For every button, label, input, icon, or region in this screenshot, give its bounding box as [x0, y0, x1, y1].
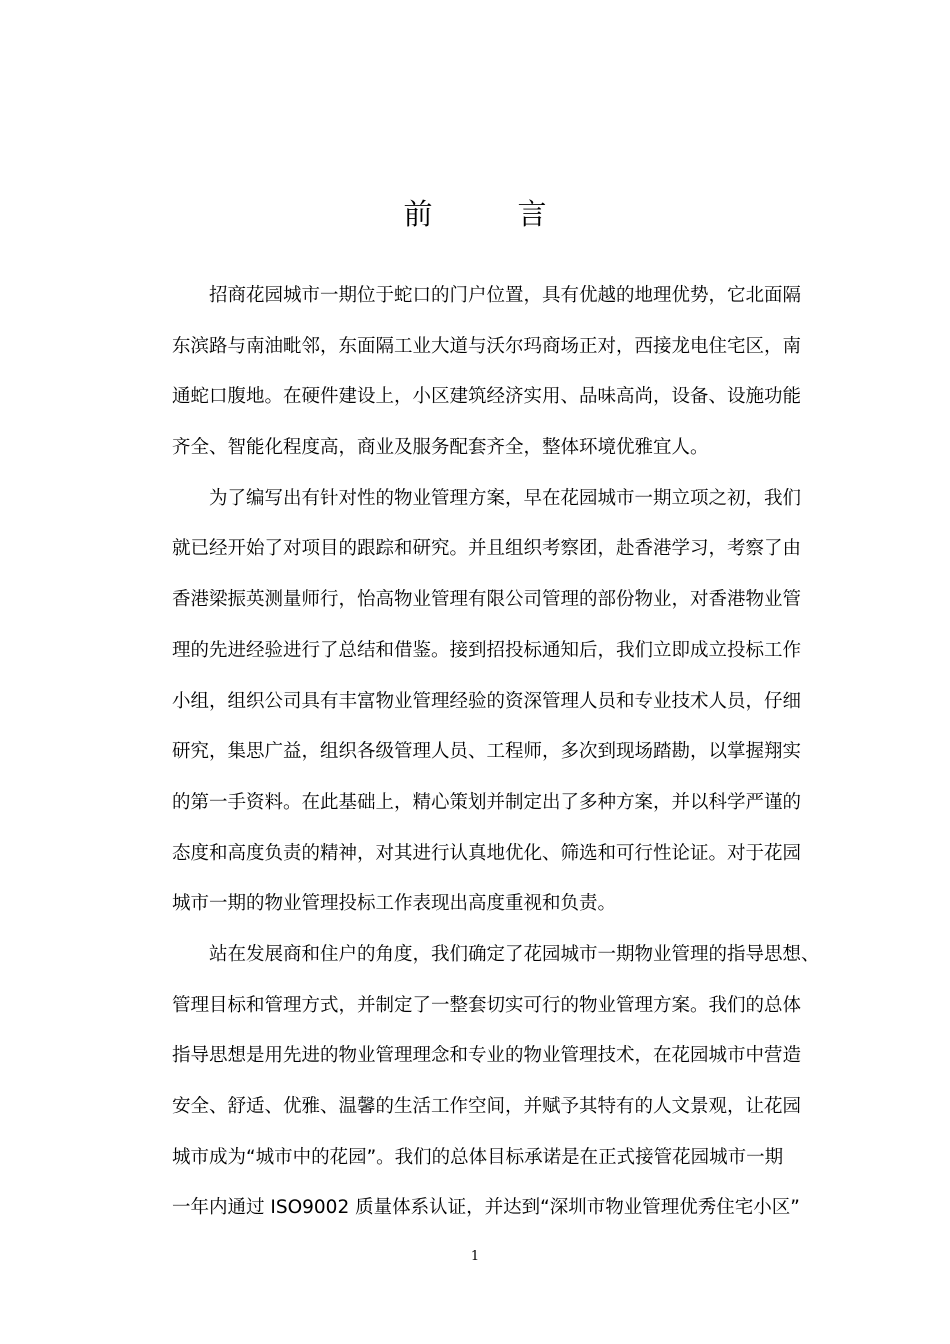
paragraph-line: 一年内通过 ISO9002 质量体系认证，并达到“深圳市物业管理优秀住宅小区”	[172, 1197, 800, 1219]
paragraph-line: 招商花园城市一期位于蛇口的门户位置，具有优越的地理优势，它北面隔	[209, 285, 802, 306]
paragraph-line: 的第一手资料。在此基础上，精心策划并制定出了多种方案，并以科学严谨的	[172, 791, 802, 813]
paragraph-line: 为了编写出有针对性的物业管理方案，早在花园城市一期立项之初，我们	[209, 487, 802, 509]
paragraph-line: 管理目标和管理方式，并制定了一整套切实可行的物业管理方案。我们的总体	[172, 994, 802, 1016]
paragraph-line: 东滨路与南油毗邻，东面隔工业大道与沃尔玛商场正对，西接龙电住宅区，南	[172, 335, 802, 357]
paragraph-line: 研究，集思广益，组织各级管理人员、工程师，多次到现场踏勘，以掌握翔实	[172, 741, 802, 763]
paragraph-line: 小组，组织公司具有丰富物业管理经验的资深管理人员和专业技术人员，仔细	[172, 690, 802, 712]
paragraph-line: 态度和高度负责的精神，对其进行认真地优化、筛选和可行性论证。对于花园	[172, 842, 802, 864]
paragraph-line: 就已经开始了对项目的跟踪和研究。并且组织考察团，赴香港学习，考察了由	[172, 538, 802, 560]
paragraph-line: 齐全、智能化程度高，商业及服务配套齐全，整体环境优雅宜人。	[172, 437, 709, 459]
paragraph-line: 理的先进经验进行了总结和借鉴。接到招投标通知后，我们立即成立投标工作	[172, 639, 802, 661]
paragraph-line: 城市成为“城市中的花园”。我们的总体目标承诺是在正式接管花园城市一期	[172, 1146, 784, 1168]
paragraph-line: 安全、舒适、优雅、温馨的生活工作空间，并赋予其特有的人文景观，让花园	[172, 1096, 802, 1117]
page-title: 前 言	[403, 197, 575, 231]
paragraph-line: 香港梁振英测量师行，怡高物业管理有限公司管理的部份物业，对香港物业管	[172, 589, 802, 611]
page-number: 1	[470, 1249, 480, 1264]
body-text	[172, 271, 842, 1234]
paragraph-line: 城市一期的物业管理投标工作表现出高度重视和负责。	[172, 893, 617, 915]
paragraph-line: 站在发展商和住户的角度，我们确定了花园城市一期物业管理的指导思想、	[209, 943, 820, 965]
paragraph-line: 指导思想是用先进的物业管理理念和专业的物业管理技术，在花园城市中营造	[172, 1045, 802, 1067]
paragraph-line: 通蛇口腹地。在硬件建设上，小区建筑经济实用、品味高尚，设备、设施功能	[172, 386, 802, 408]
